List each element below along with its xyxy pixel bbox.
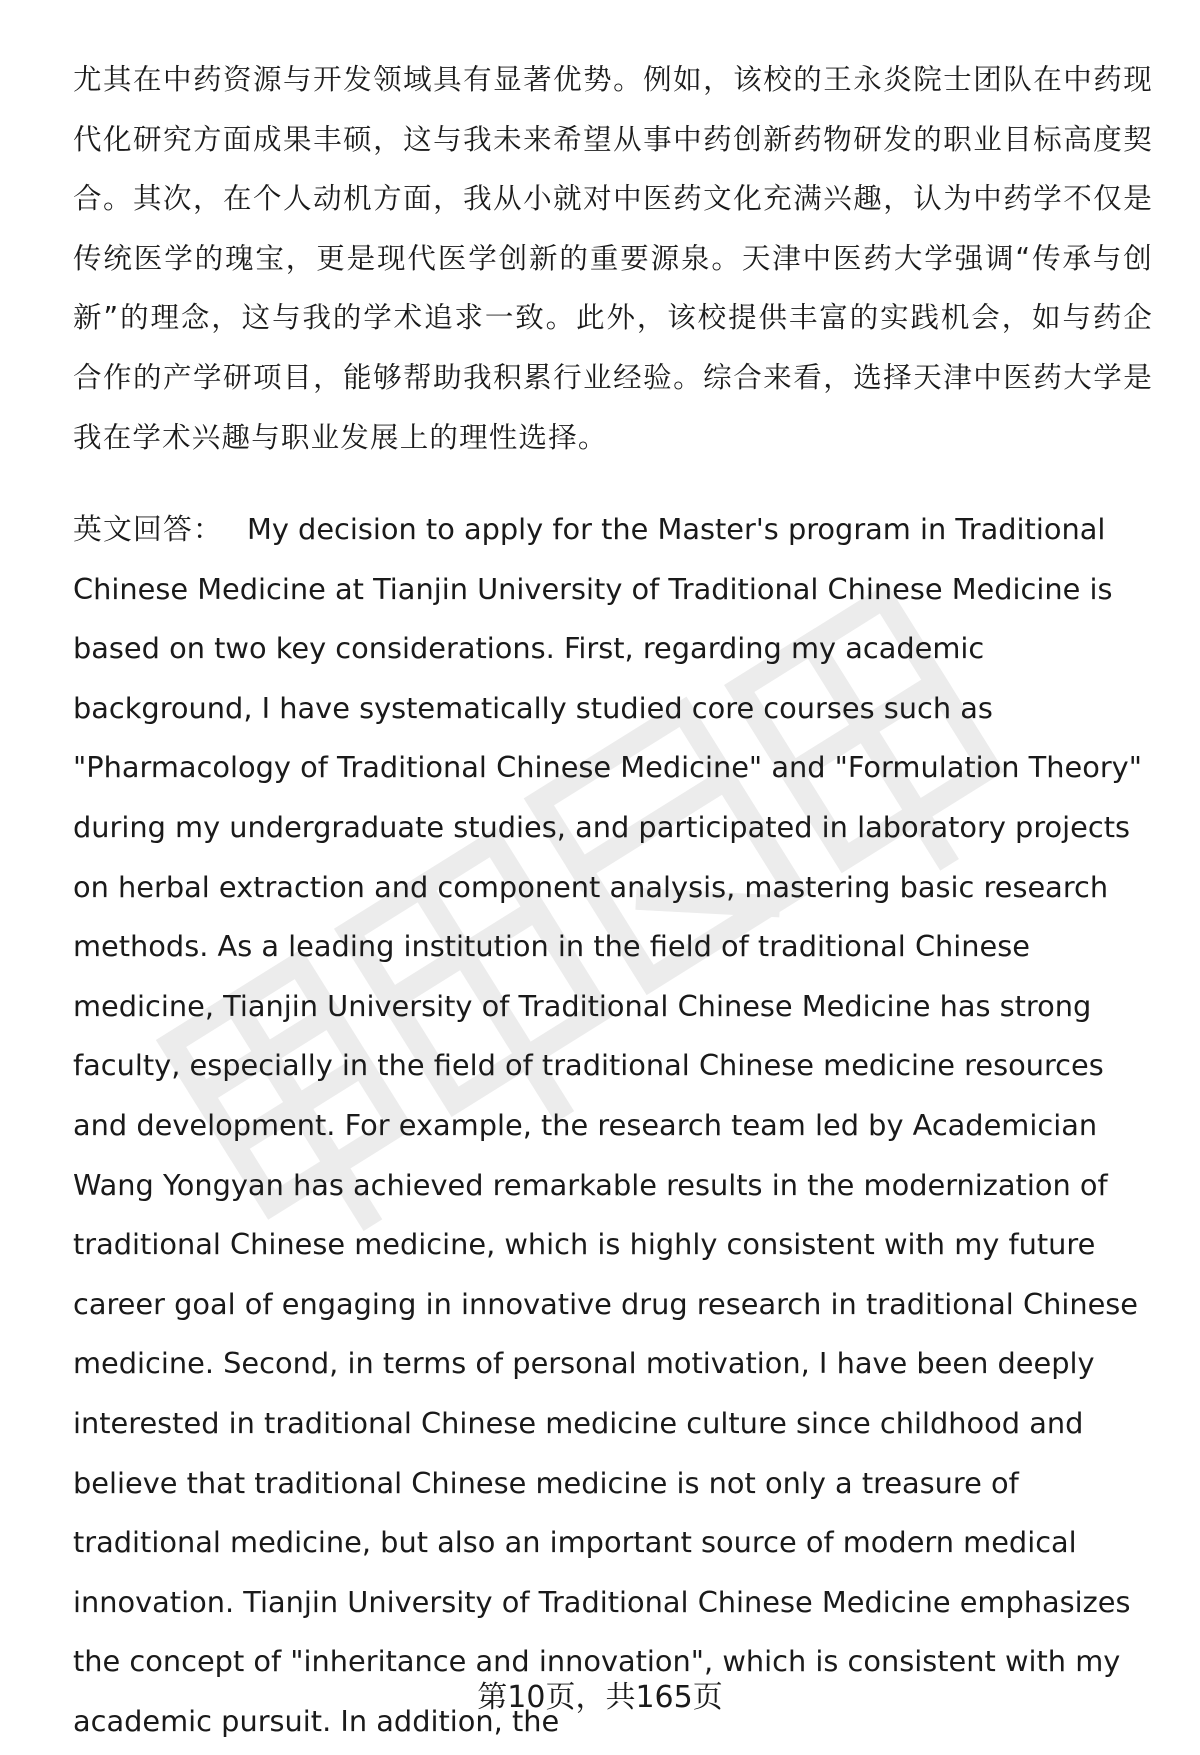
english-answer-paragraph [73,500,1153,1751]
english-answer-label: 英文回答： [73,512,223,546]
page-indicator: 第10页，共165页 [477,1680,723,1715]
english-answer-text: My decision to apply for the Master's program in Traditional Chinese Medicine at Tianjin University of Traditional Chinese Medicine is based on two key considerations. First, regarding my academic background, I have systematically studied core courses such as "Pharmacology of Traditional Chinese Medicine" and "Formulation Theory" during my undergraduate studies, and participated in laboratory projects on herbal extraction and component analysis, mastering basic research methods. As a leading institution in the field of traditional Chinese medicine, Tianjin University of Traditional Chinese Medicine has strong faculty, especially in the field of traditional Chinese medicine resources and development. For example, the research team led by Academician Wang Yongyan has achieved remarkable results in the modernization of traditional Chinese medicine, which is highly consistent with my future career goal of engaging in innovative drug research in traditional Chinese medicine. Second, in terms of personal motivation, I have been deeply interested in traditional Chinese medicine culture since childhood and believe that traditional Chinese medicine is not only a treasure of traditional medicine, but also an important source of modern medical innovation. Tianjin University of Traditional Chinese Medicine emphasizes the concept of "inheritance and innovation", which is consistent with my academic pursuit. In addition, the [73,512,1142,1738]
chinese-answer-paragraph: 尤其在中药资源与开发领域具有显著优势。例如，该校的王永炎院士团队在中药现代化研究方面成果丰硕，这与我未来希望从事中药创新药物研发的职业目标高度契合。其次，在个人动机方面，我从小就对中医药文化充满兴趣，认为中药学不仅是传统医学的瑰宝，更是现代医学创新的重要源泉。天津中医药大学强调“传承与创新”的理念，这与我的学术追求一致。此外，该校提供丰富的实践机会，如与药企合作的产学研项目，能够帮助我积累行业经验。综合来看，选择天津中医药大学是我在学术兴趣与职业发展上的理性选择。 [73,63,1153,454]
